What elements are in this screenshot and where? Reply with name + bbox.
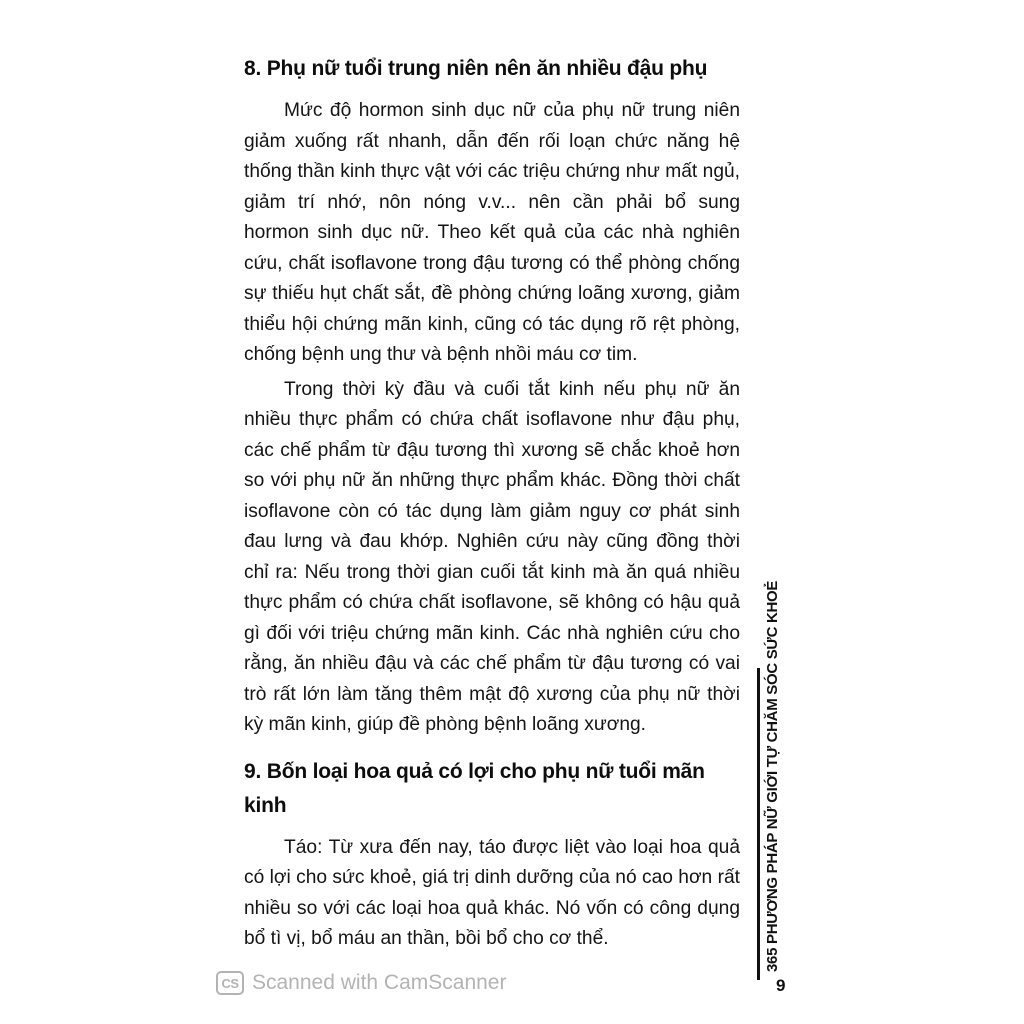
camscanner-logo-icon: CS <box>216 971 244 995</box>
camscanner-watermark <box>216 971 506 995</box>
running-title: 365 PHƯƠNG PHÁP NỮ GIỚI TỰ CHĂM SÓC SỨC KHOẺ <box>764 580 781 972</box>
section-8-paragraph-2: Trong thời kỳ đầu và cuối tắt kinh nếu phụ nữ ăn nhiều thực phẩm có chứa chất isoflavone như đậu phụ, các chế phẩm từ đậu tương thì xương sẽ chắc khoẻ hơn so với phụ nữ ăn những thực phẩm khác. Đồng thời chất isoflavone còn có tác dụng làm giảm nguy cơ phát sinh đau lưng và đau khớp. Nghiên cứu này cũng đồng thời chỉ ra: Nếu trong thời gian cuối tắt kinh mà ăn quá nhiều thực phẩm có chứa chất isoflavone, sẽ không có hậu quả gì đối với triệu chứng mãn kinh. Các nhà nghiên cứu cho rằng, ăn nhiều đậu và các chế phẩm từ đậu tương có vai trò rất lớn làm tăng thêm mật độ xương của phụ nữ thời kỳ mãn kinh, giúp đề phòng bệnh loãng xương. <box>244 378 740 735</box>
section-heading-8: 8. Phụ nữ tuổi trung niên nên ăn nhiều đậu phụ <box>244 57 708 80</box>
section-8-paragraph-1: Mức độ hormon sinh dục nữ của phụ nữ trung niên giảm xuống rất nhanh, dẫn đến rối loạn chức năng hệ thống thần kinh thực vật với các triệu chứng như mất ngủ, giảm trí nhớ, nôn nóng v.v... nên cần phải bổ sung hormon sinh dục nữ. Theo kết quả của các nhà nghiên cứu, chất isoflavone trong đậu tương có thể phòng chống sự thiếu hụt chất sắt, đề phòng chứng loãng xương, giảm thiểu hội chứng mãn kinh, cũng có tác dụng rõ rệt phòng, chống bệnh ung thư và bệnh nhồi máu cơ tim. <box>244 100 740 365</box>
page-number: 9 <box>776 976 786 995</box>
page-content <box>244 52 740 955</box>
running-title-rule <box>757 668 760 980</box>
section-9-paragraph-1: Táo: Từ xưa đến nay, táo được liệt vào loại hoa quả có lợi cho sức khoẻ, giá trị dinh dưỡng của nó cao hơn rất nhiều so với các loại hoa quả khác. Nó vốn có công dụng bổ tì vị, bổ máu an thần, bồi bổ cho cơ thể. <box>244 836 740 949</box>
watermark-text: Scanned with CamScanner <box>252 971 507 994</box>
section-heading-9: 9. Bốn loại hoa quả có lợi cho phụ nữ tuổi mãn kinh <box>244 759 705 817</box>
